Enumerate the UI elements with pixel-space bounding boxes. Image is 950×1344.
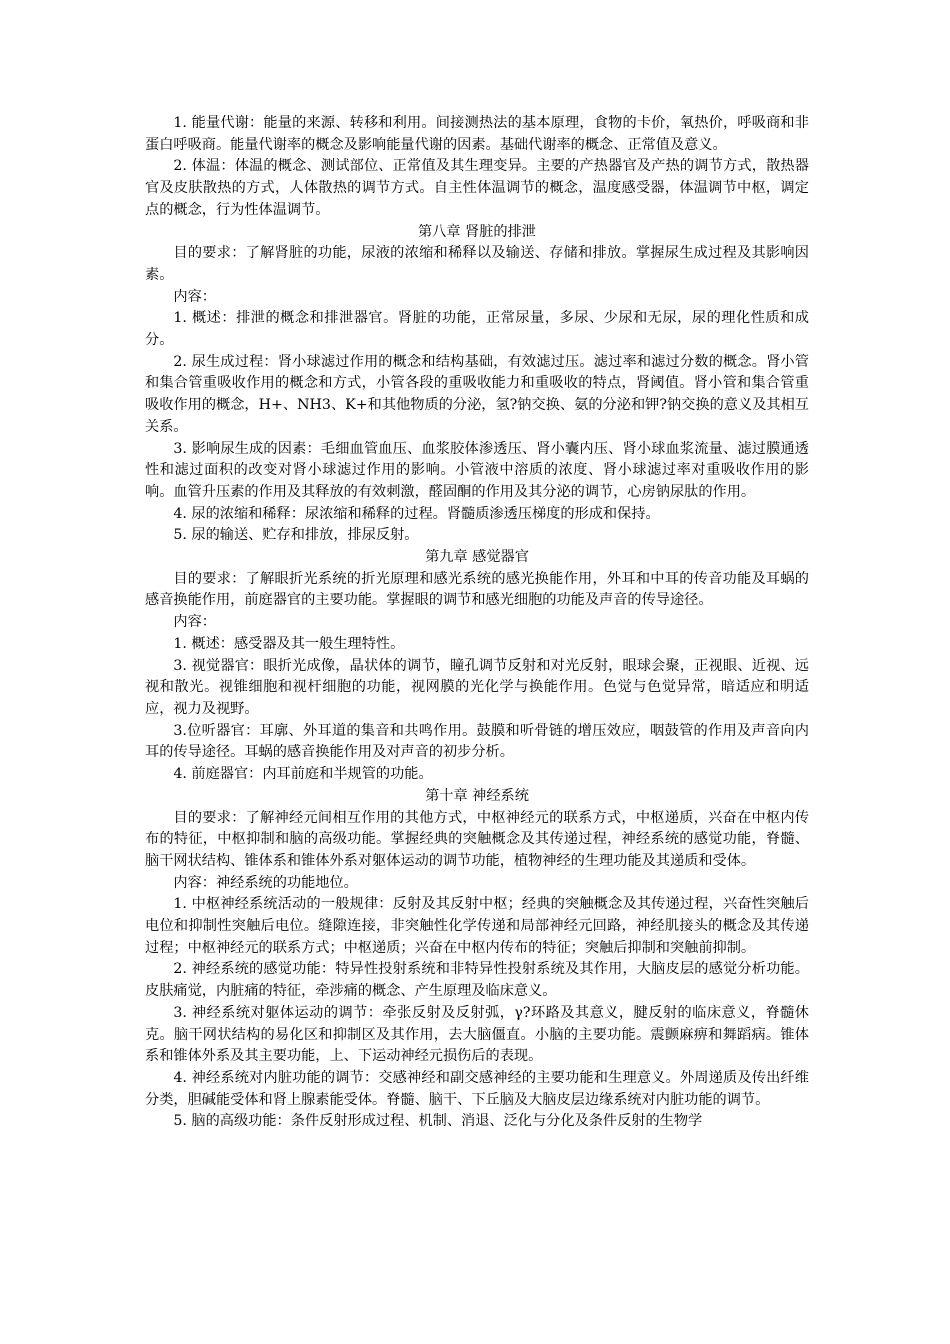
paragraph-ch8-urine-formation: 2. 尿生成过程：肾小球滤过作用的概念和结构基础，有效滤过压。滤过率和滤过分数的概念。肾小管和集合管重吸收作用的概念和方式，小管各段的重吸收能力和重吸收的特点，肾阈值。肾小管和集合管重吸收作用的概念，H+、NH3、K+和其他物质的分泌，氢?钠交换、氨的分泌和钾?钠交换的意义及其相互关系。 bbox=[145, 353, 809, 435]
paragraph-ch8-concentration: 4. 尿的浓缩和稀释：尿浓缩和稀释的过程。肾髓质渗透压梯度的形成和保持。 bbox=[173, 505, 660, 522]
chapter-9-heading: 第九章 感觉器官 bbox=[425, 549, 529, 566]
paragraph-ch10-sensory: 2. 神经系统的感觉功能：特异性投射系统和非特异性投射系统及其作用，大脑皮层的感觉分析功能。皮肤痛觉，内脏痛的特征，牵涉痛的概念、产生原理及临床意义。 bbox=[145, 961, 809, 1000]
paragraph-ch9-content-label: 内容： bbox=[173, 614, 216, 631]
paragraph-ch10-visceral: 4. 神经系统对内脏功能的调节：交感神经和副交感神经的主要功能和生理意义。外周递质及传出纤维分类，胆碱能受体和肾上腺素能受体。脊髓、脑干、下丘脑及大脑皮层边缘系统对内脏功能的调节。 bbox=[145, 1069, 809, 1108]
paragraph-ch8-influencing-factors: 3. 影响尿生成的因素：毛细血管血压、血浆胶体渗透压、肾小囊内压、肾小球血浆流量、滤过膜通透性和滤过面积的改变对肾小球滤过作用的影响。小管液中溶质的浓度、肾小球滤过率对重吸收作用的影响。血管升压素的作用及其释放的有效刺激，醛固酮的作用及其分泌的调节，心房钠尿肽的作用。 bbox=[145, 440, 809, 500]
paragraph-ch9-overview: 1. 概述：感受器及其一般生理特性。 bbox=[173, 635, 405, 652]
paragraph-ch10-motor: 3. 神经系统对躯体运动的调节：牵张反射及反射弧，γ?环路及其意义，腱反射的临床意义，脊髓休克。脑干网状结构的易化区和抑制区及其作用，去大脑僵直。小脑的主要功能。震颤麻痹和舞蹈病。锥体系和锥体外系及其主要功能，上、下运动神经元损伤后的表现。 bbox=[145, 1004, 809, 1065]
paragraph-ch8-objectives: 目的要求：了解肾脏的功能，尿液的浓缩和稀释以及输送、存储和排放。掌握尿生成过程及其影响因素。 bbox=[145, 245, 809, 283]
chapter-8-heading: 第八章 肾脏的排泄 bbox=[417, 223, 536, 240]
paragraph-ch9-visual-organ: 3. 视觉器官：眼折光成像，晶状体的调节，瞳孔调节反射和对光反射，眼球会聚，正视眼、近视、远视和散光。视锥细胞和视杆细胞的功能，视网膜的光化学与换能作用。色觉与色觉异常，暗适应和明适应，视力及视野。 bbox=[145, 657, 809, 717]
paragraph-ch10-cns-rules: 1. 中枢神经系统活动的一般规律：反射及其反射中枢；经典的突触概念及其传递过程，兴奋性突触后电位和抑制性突触后电位。缝隙连接，非突触性化学传递和局部神经元回路，神经肌接头的概念及其传递过程；中枢神经元的联系方式；中枢递质；兴奋在中枢内传布的特征；突触后抑制和突触前抑制。 bbox=[145, 896, 809, 956]
document-page bbox=[145, 113, 809, 1133]
paragraph-ch9-vestibular-organ: 4. 前庭器官：内耳前庭和半规管的功能。 bbox=[173, 766, 433, 783]
paragraph-body-temperature: 2. 体温：体温的概念、测试部位、正常值及其生理变异。主要的产热器官及产热的调节方式，散热器官及皮肤散热的方式，人体散热的调节方式。自主性体温调节的概念，温度感受器，体温调节中枢，调定点的概念，行为性体温调节。 bbox=[145, 158, 809, 218]
paragraph-ch8-content-label: 内容： bbox=[173, 288, 216, 305]
paragraph-ch8-excretion: 5. 尿的输送、贮存和排放，排尿反射。 bbox=[173, 527, 419, 544]
chapter-10-heading: 第十章 神经系统 bbox=[425, 787, 529, 804]
paragraph-ch10-content-label: 内容：神经系统的功能地位。 bbox=[173, 874, 358, 891]
paragraph-ch10-higher-functions: 5. 脑的高级功能：条件反射形成过程、机制、消退、泛化与分化及条件反射的生物学 bbox=[173, 1113, 703, 1130]
paragraph-ch8-overview: 1. 概述：排泄的概念和排泄器官。肾脏的功能，正常尿量，多尿、少尿和无尿，尿的理化性质和成分。 bbox=[145, 310, 809, 349]
paragraph-ch10-objectives: 目的要求：了解神经元间相互作用的其他方式，中枢神经元的联系方式，中枢递质，兴奋在中枢内传布的特征，中枢抑制和脑的高级功能。掌握经典的突触概念及其传递过程，神经系统的感觉功能，脊髓、脑干网状结构、锥体系和锥体外系对躯体运动的调节功能，植物神经的生理功能及其递质和受体。 bbox=[145, 809, 809, 869]
paragraph-ch9-objectives: 目的要求：了解眼折光系统的折光原理和感光系统的感光换能作用，外耳和中耳的传音功能及耳蜗的感音换能作用，前庭器官的主要功能。掌握眼的调节和感光细胞的功能及声音的传导途径。 bbox=[145, 570, 809, 609]
paragraph-energy-metabolism: 1. 能量代谢：能量的来源、转移和利用。间接测热法的基本原理，食物的卡价，氧热价，呼吸商和非蛋白呼吸商。能量代谢率的概念及影响能量代谢的因素。基础代谢率的概念、正常值及意义。 bbox=[145, 115, 809, 153]
paragraph-ch9-auditory-organ: 3.位听器官：耳廓、外耳道的集音和共鸣作用。鼓膜和听骨链的增压效应，咽鼓管的作用及声音向内耳的传导途径。耳蜗的感音换能作用及对声音的初步分析。 bbox=[145, 722, 809, 761]
